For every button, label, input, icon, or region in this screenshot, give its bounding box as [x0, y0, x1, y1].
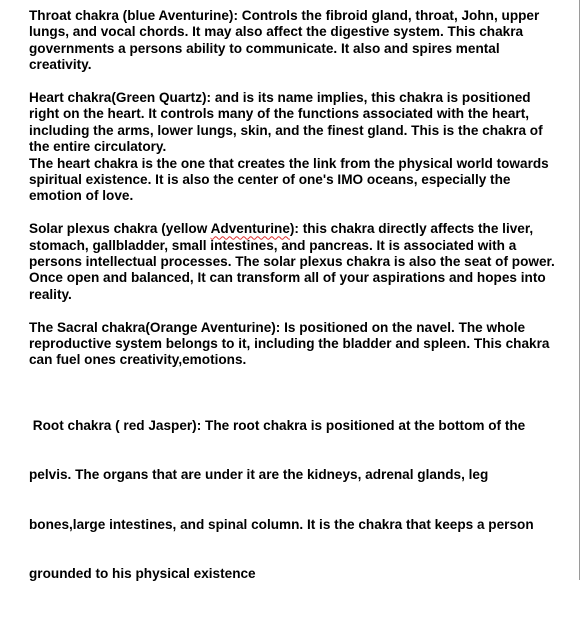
- text-line: spiritual existence. It is also the center of one's IMO oceans, especially the: [29, 172, 511, 188]
- misspelled-word[interactable]: Adventurine: [210, 221, 290, 237]
- text-line: grounded to his physical existence: [29, 565, 256, 581]
- text-line: reality.: [29, 286, 72, 302]
- paragraph-heart-chakra: [29, 90, 574, 205]
- text-line: right on the heart. It controls many of the functions associated with the heart,: [29, 106, 530, 122]
- text-line: persons intellectual processes. The solar plexus chakra is also the seat of power.: [29, 254, 555, 270]
- text-fragment: ): this chakra directly affects the liver,: [289, 221, 534, 237]
- text-line: emotion of love.: [29, 188, 134, 204]
- text-line: pelvis. The organs that are under it are the kidneys, adrenal glands, leg: [29, 467, 489, 483]
- text-line: Heart chakra(Green Quartz): and is its name implies, this chakra is positioned: [29, 90, 531, 106]
- text-line: the entire circulatory.: [29, 139, 167, 155]
- paragraph-sacral-chakra: [29, 320, 574, 369]
- paragraph-root-chakra: [29, 385, 574, 615]
- text-line: Root chakra ( red Jasper): The root chakra is positioned at the bottom of the: [29, 418, 526, 434]
- text-line: Throat chakra (blue Aventurine): Controls the fibroid gland, throat, John, upper: [29, 8, 540, 23]
- text-line: bones,large intestines, and spinal column. It is the chakra that keeps a person: [29, 516, 534, 532]
- text-line: reproductive system belongs to it, including the bladder and spleen. This chakra: [29, 336, 550, 352]
- document-body[interactable]: [29, 8, 574, 631]
- text-line: can fuel ones creativity,emotions.: [29, 352, 247, 368]
- paragraph-throat-chakra: [29, 8, 574, 74]
- text-line: stomach, gallbladder, small intestines, and pancreas. It is associated with a: [29, 237, 517, 253]
- text-line: The Sacral chakra(Orange Aventurine): Is positioned on the navel. The whole: [29, 319, 526, 335]
- text-fragment: Solar plexus chakra (yellow: [29, 221, 211, 237]
- text-line: creativity.: [29, 57, 92, 73]
- text-line: lungs, and vocal chords. It may also affect the digestive system. This chakra: [29, 24, 524, 40]
- text-line: including the arms, lower lungs, skin, and the finest gland. This is the chakra of: [29, 122, 543, 138]
- text-line: The heart chakra is the one that creates the link from the physical world towards: [29, 155, 549, 171]
- text-line: Once open and balanced, It can transform all of your aspirations and hopes into: [29, 270, 546, 286]
- paragraph-solar-plexus-chakra: [29, 221, 574, 303]
- text-line: governments a persons ability to communicate. It also and spires mental: [29, 40, 500, 56]
- text-line: [29, 221, 574, 237]
